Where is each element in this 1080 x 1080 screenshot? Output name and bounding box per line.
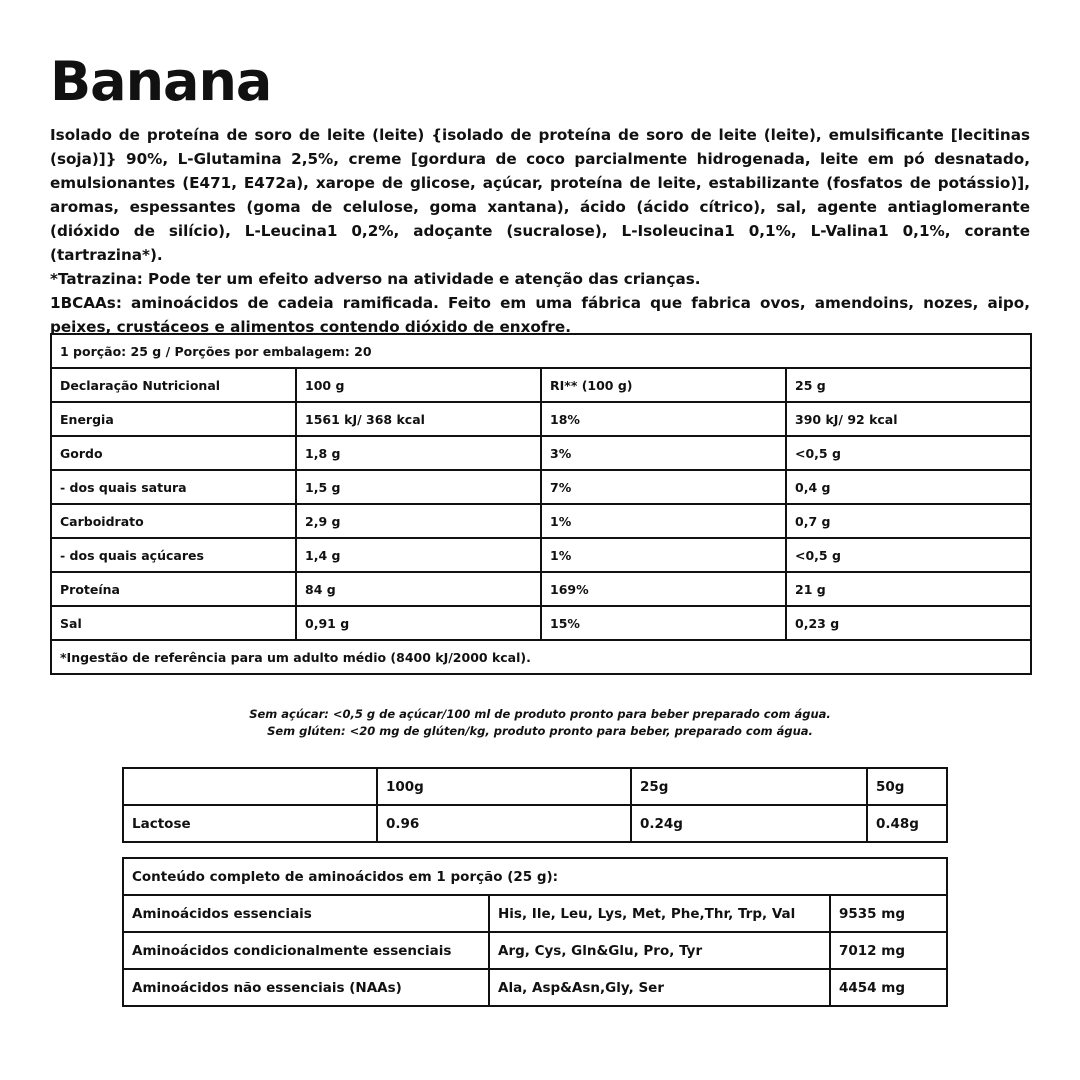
nutrition-row-sugars — [51, 538, 1031, 572]
lactose-25g: 0.24g — [631, 805, 867, 842]
amino-list: Ala, Asp&Asn,Gly, Ser — [489, 969, 830, 1006]
amino-amount: 4454 mg — [830, 969, 947, 1006]
lactose-table — [122, 767, 948, 843]
ingredients-text — [50, 123, 1030, 339]
serving-info: 1 porção: 25 g / Porções por embalagem: 20 — [51, 334, 1031, 368]
value-25g: 0,4 g — [786, 470, 1031, 504]
nutrient-name: - dos quais açúcares — [51, 538, 296, 572]
nutrient-name: Carboidrato — [51, 504, 296, 538]
value-25g: 0,7 g — [786, 504, 1031, 538]
value-25g: 390 kJ/ 92 kcal — [786, 402, 1031, 436]
nutrient-name: Gordo — [51, 436, 296, 470]
lactose-50g: 0.48g — [867, 805, 947, 842]
nutrition-row-carbohydrate — [51, 504, 1031, 538]
nutrient-name: Energia — [51, 402, 296, 436]
amino-amount: 7012 mg — [830, 932, 947, 969]
value-100g: 84 g — [296, 572, 541, 606]
reference-intake-footnote: *Ingestão de referência para um adulto médio (8400 kJ/2000 kcal). — [51, 640, 1031, 674]
amino-category: Aminoácidos não essenciais (NAAs) — [123, 969, 489, 1006]
claims-notes — [50, 706, 1030, 740]
header-cell — [123, 768, 377, 805]
lactose-row — [123, 805, 947, 842]
value-25g: 21 g — [786, 572, 1031, 606]
header-cell: 100 g — [296, 368, 541, 402]
amino-category: Aminoácidos condicionalmente essenciais — [123, 932, 489, 969]
amino-acid-table — [122, 857, 948, 1007]
value-25g: <0,5 g — [786, 436, 1031, 470]
value-ri: 1% — [541, 538, 786, 572]
sugar-free-note: Sem açúcar: <0,5 g de açúcar/100 ml de produto pronto para beber preparado com água. — [249, 707, 831, 721]
value-ri: 3% — [541, 436, 786, 470]
nutrition-row-energy — [51, 402, 1031, 436]
serving-row — [51, 334, 1031, 368]
value-ri: 7% — [541, 470, 786, 504]
amino-title-row — [123, 858, 947, 895]
value-ri: 1% — [541, 504, 786, 538]
ingredients-list: Isolado de proteína de soro de leite (leite) {isolado de proteína de soro de leite (leite), emulsificante [lecitinas (soja)]} 90%, L-Glutamina 2,5%, creme [gordura de coco parcialmente hidrogenada, leite em pó desnatado, emulsionantes (E471, E472a), xarope de glicose, açúcar, proteína de leite, estabilizante (fosfatos de potássio)], aromas, espessantes (goma de celulose, goma xantana), ácido (ácido cítrico), sal, agente antiaglomerante (dióxido de silício), L-Leucina1 0,2%, adoçante (sucralose), L-Isoleucina1 0,1%, L-Valina1 0,1%, corante (tartrazina*). — [50, 126, 1030, 264]
value-100g: 1,4 g — [296, 538, 541, 572]
gluten-free-note: Sem glúten: <20 mg de glúten/kg, produto pronto para beber, preparado com água. — [267, 724, 813, 738]
amino-list: His, Ile, Leu, Lys, Met, Phe,Thr, Trp, Val — [489, 895, 830, 932]
amino-row-essential — [123, 895, 947, 932]
nutrition-row-saturates — [51, 470, 1031, 504]
value-ri: 169% — [541, 572, 786, 606]
nutrition-header-row — [51, 368, 1031, 402]
header-cell: 25g — [631, 768, 867, 805]
nutrition-row-fat — [51, 436, 1031, 470]
nutrient-name: Sal — [51, 606, 296, 640]
nutrition-table — [50, 333, 1032, 675]
value-100g: 1,5 g — [296, 470, 541, 504]
lactose-header-row — [123, 768, 947, 805]
amino-amount: 9535 mg — [830, 895, 947, 932]
nutrient-name: Proteína — [51, 572, 296, 606]
footnote-row — [51, 640, 1031, 674]
header-cell: 100g — [377, 768, 631, 805]
header-cell: 25 g — [786, 368, 1031, 402]
value-100g: 1561 kJ/ 368 kcal — [296, 402, 541, 436]
amino-row-conditional — [123, 932, 947, 969]
value-25g: <0,5 g — [786, 538, 1031, 572]
value-100g: 1,8 g — [296, 436, 541, 470]
value-100g: 2,9 g — [296, 504, 541, 538]
amino-category: Aminoácidos essenciais — [123, 895, 489, 932]
value-100g: 0,91 g — [296, 606, 541, 640]
header-cell: 50g — [867, 768, 947, 805]
nutrition-row-salt — [51, 606, 1031, 640]
header-cell: Declaração Nutricional — [51, 368, 296, 402]
lactose-100g: 0.96 — [377, 805, 631, 842]
nutrition-row-protein — [51, 572, 1031, 606]
bcaa-allergen-note: 1BCAAs: aminoácidos de cadeia ramificada. Feito em uma fábrica que fabrica ovos, amendoins, nozes, aipo, peixes, crustáceos e alimentos contendo dióxido de enxofre. — [50, 294, 1030, 336]
nutrient-name: - dos quais satura — [51, 470, 296, 504]
value-25g: 0,23 g — [786, 606, 1031, 640]
lactose-label: Lactose — [123, 805, 377, 842]
value-ri: 18% — [541, 402, 786, 436]
header-cell: RI** (100 g) — [541, 368, 786, 402]
amino-title: Conteúdo completo de aminoácidos em 1 porção (25 g): — [123, 858, 947, 895]
value-ri: 15% — [541, 606, 786, 640]
amino-row-nonessential — [123, 969, 947, 1006]
product-title: Banana — [50, 50, 272, 113]
amino-list: Arg, Cys, Gln&Glu, Pro, Tyr — [489, 932, 830, 969]
tartrazine-warning: *Tatrazina: Pode ter um efeito adverso na atividade e atenção das crianças. — [50, 270, 701, 288]
